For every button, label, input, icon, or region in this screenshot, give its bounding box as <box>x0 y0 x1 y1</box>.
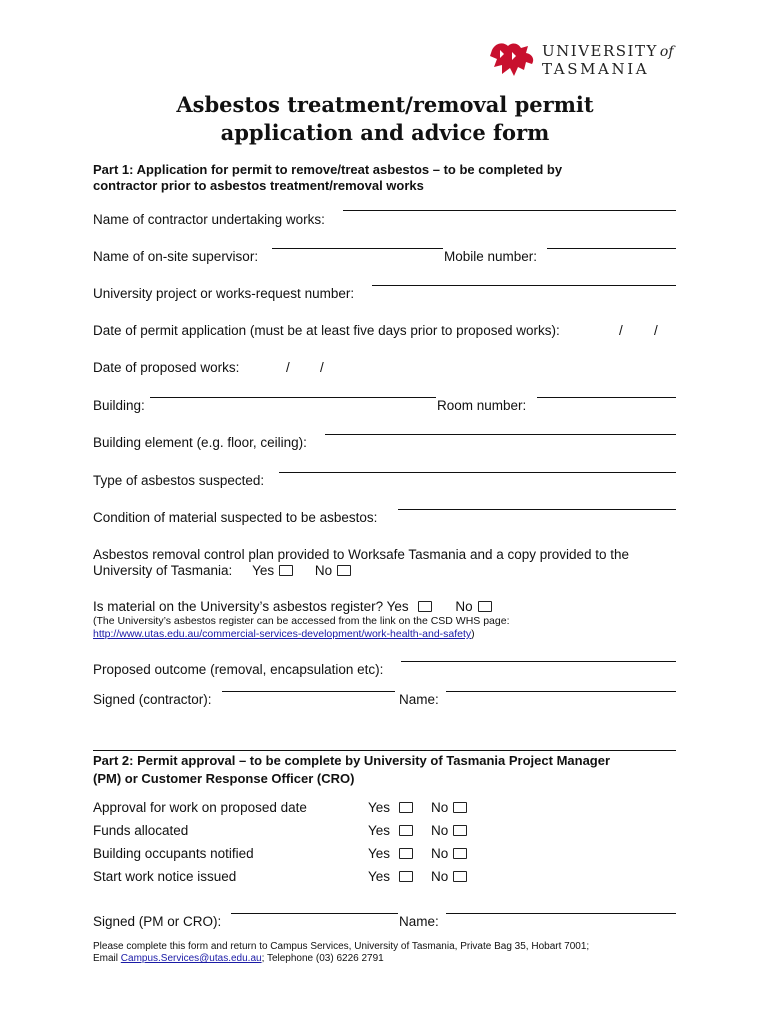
approval-yes-label: Yes <box>368 800 391 815</box>
occupants-yes-checkbox[interactable] <box>399 848 413 859</box>
project-number-label: University project or works-request number: <box>93 286 355 301</box>
footer-email-link[interactable]: Campus.Services@utas.edu.au <box>120 953 262 964</box>
building-label: Building: <box>93 398 145 413</box>
contractor-name-field[interactable] <box>446 691 676 692</box>
logo-line1: UNIVERSITY <box>542 42 658 60</box>
university-logo <box>488 40 678 80</box>
pm-name-field[interactable] <box>446 913 676 914</box>
register-question <box>93 599 492 614</box>
part1-heading-line1: Part 1: Application for permit to remove/treat asbestos – to be completed by <box>93 162 563 177</box>
mobile-label: Mobile number: <box>444 249 538 264</box>
supervisor-field[interactable] <box>272 248 443 249</box>
pm-name-label: Name: <box>399 914 439 929</box>
funds-item-label: Funds allocated <box>93 823 189 838</box>
asbestos-type-field[interactable] <box>279 472 676 473</box>
contractor-signature-field[interactable] <box>222 691 395 692</box>
footer-line2 <box>93 953 384 964</box>
mobile-field[interactable] <box>547 248 676 249</box>
logo-line2: TASMANIA <box>542 60 650 78</box>
start-work-yes-checkbox[interactable] <box>399 871 413 882</box>
start-work-item <box>93 869 693 884</box>
room-label: Room number: <box>437 398 527 413</box>
control-plan-line1: Asbestos removal control plan provided to Worksafe Tasmania and a copy provided to the <box>93 547 630 562</box>
outcome-field[interactable] <box>401 661 676 662</box>
section-divider <box>93 750 676 751</box>
occupants-yes-label: Yes <box>368 846 391 861</box>
footer-line1: Please complete this form and return to Campus Services, University of Tasmania, Private Bag 35, Hobart 7001; <box>93 941 590 952</box>
funds-item <box>93 823 693 838</box>
contractor-field[interactable] <box>343 210 676 211</box>
control-plan-no-checkbox[interactable] <box>337 565 351 576</box>
funds-no-checkbox[interactable] <box>453 825 467 836</box>
start-work-item-label: Start work notice issued <box>93 869 237 884</box>
funds-yes-checkbox[interactable] <box>399 825 413 836</box>
footer-email-prefix: Email <box>93 953 121 964</box>
proposed-date-sep2: / <box>320 360 324 375</box>
proposed-date-label: Date of proposed works: <box>93 360 240 375</box>
start-work-yes-label: Yes <box>368 869 391 884</box>
funds-no-label: No <box>431 823 449 838</box>
control-plan-line2 <box>93 563 351 578</box>
application-date-sep1: / <box>619 323 623 338</box>
start-work-no-label: No <box>431 869 449 884</box>
approval-item-label: Approval for work on proposed date <box>93 800 307 815</box>
condition-field[interactable] <box>398 509 676 510</box>
form-title-line1: Asbestos treatment/removal permit <box>176 92 594 117</box>
control-plan-yes-label: Yes <box>252 563 275 578</box>
occupants-item-label: Building occupants notified <box>93 846 254 861</box>
register-link[interactable]: http://www.utas.edu.au/commercial-services-development/work-health-and-safety <box>93 628 472 640</box>
footer-phone: ; Telephone (03) 6226 2791 <box>261 953 384 964</box>
approval-no-label: No <box>431 800 449 815</box>
application-date-label: Date of permit application (must be at least five days prior to proposed works): <box>93 323 560 338</box>
logo-of: of <box>659 44 674 60</box>
lion-crest-icon <box>488 40 538 80</box>
control-plan-yes-checkbox[interactable] <box>279 565 293 576</box>
supervisor-label: Name of on-site supervisor: <box>93 249 259 264</box>
part2-heading-line2: (PM) or Customer Response Officer (CRO) <box>93 771 355 786</box>
building-field[interactable] <box>150 397 436 398</box>
occupants-item <box>93 846 693 861</box>
start-work-no-checkbox[interactable] <box>453 871 467 882</box>
proposed-date-sep1: / <box>286 360 290 375</box>
outcome-label: Proposed outcome (removal, encapsulation etc): <box>93 662 384 677</box>
application-date-sep2: / <box>654 323 658 338</box>
part1-heading-line2: contractor prior to asbestos treatment/removal works <box>93 178 424 193</box>
condition-label: Condition of material suspected to be asbestos: <box>93 510 378 525</box>
pm-signature-field[interactable] <box>231 913 398 914</box>
occupants-no-checkbox[interactable] <box>453 848 467 859</box>
control-plan-no-label: No <box>314 563 333 578</box>
building-element-field[interactable] <box>325 434 676 435</box>
register-note: (The University’s asbestos register can be accessed from the link on the CSD WHS page: <box>93 615 510 627</box>
building-element-label: Building element (e.g. floor, ceiling): <box>93 435 307 450</box>
project-number-field[interactable] <box>372 285 676 286</box>
contractor-label: Name of contractor undertaking works: <box>93 212 325 227</box>
register-link-line <box>93 628 475 640</box>
occupants-no-label: No <box>431 846 449 861</box>
part2-heading-line1: Part 2: Permit approval – to be complete by University of Tasmania Project Manager <box>93 753 611 768</box>
register-label: Is material on the University’s asbestos register? Yes <box>93 599 409 614</box>
funds-yes-label: Yes <box>368 823 391 838</box>
approval-no-checkbox[interactable] <box>453 802 467 813</box>
register-link-close: ) <box>471 628 475 640</box>
form-title-line2: application and advice form <box>220 120 550 145</box>
approval-item <box>93 800 693 815</box>
pm-signed-label: Signed (PM or CRO): <box>93 914 222 929</box>
contractor-signed-label: Signed (contractor): <box>93 692 212 707</box>
register-no-checkbox[interactable] <box>478 601 492 612</box>
control-plan-question: University of Tasmania: <box>93 563 233 578</box>
register-yes-checkbox[interactable] <box>418 601 432 612</box>
contractor-name-label: Name: <box>399 692 439 707</box>
register-no-label: No <box>455 599 473 614</box>
approval-yes-checkbox[interactable] <box>399 802 413 813</box>
room-field[interactable] <box>537 397 676 398</box>
asbestos-type-label: Type of asbestos suspected: <box>93 473 265 488</box>
